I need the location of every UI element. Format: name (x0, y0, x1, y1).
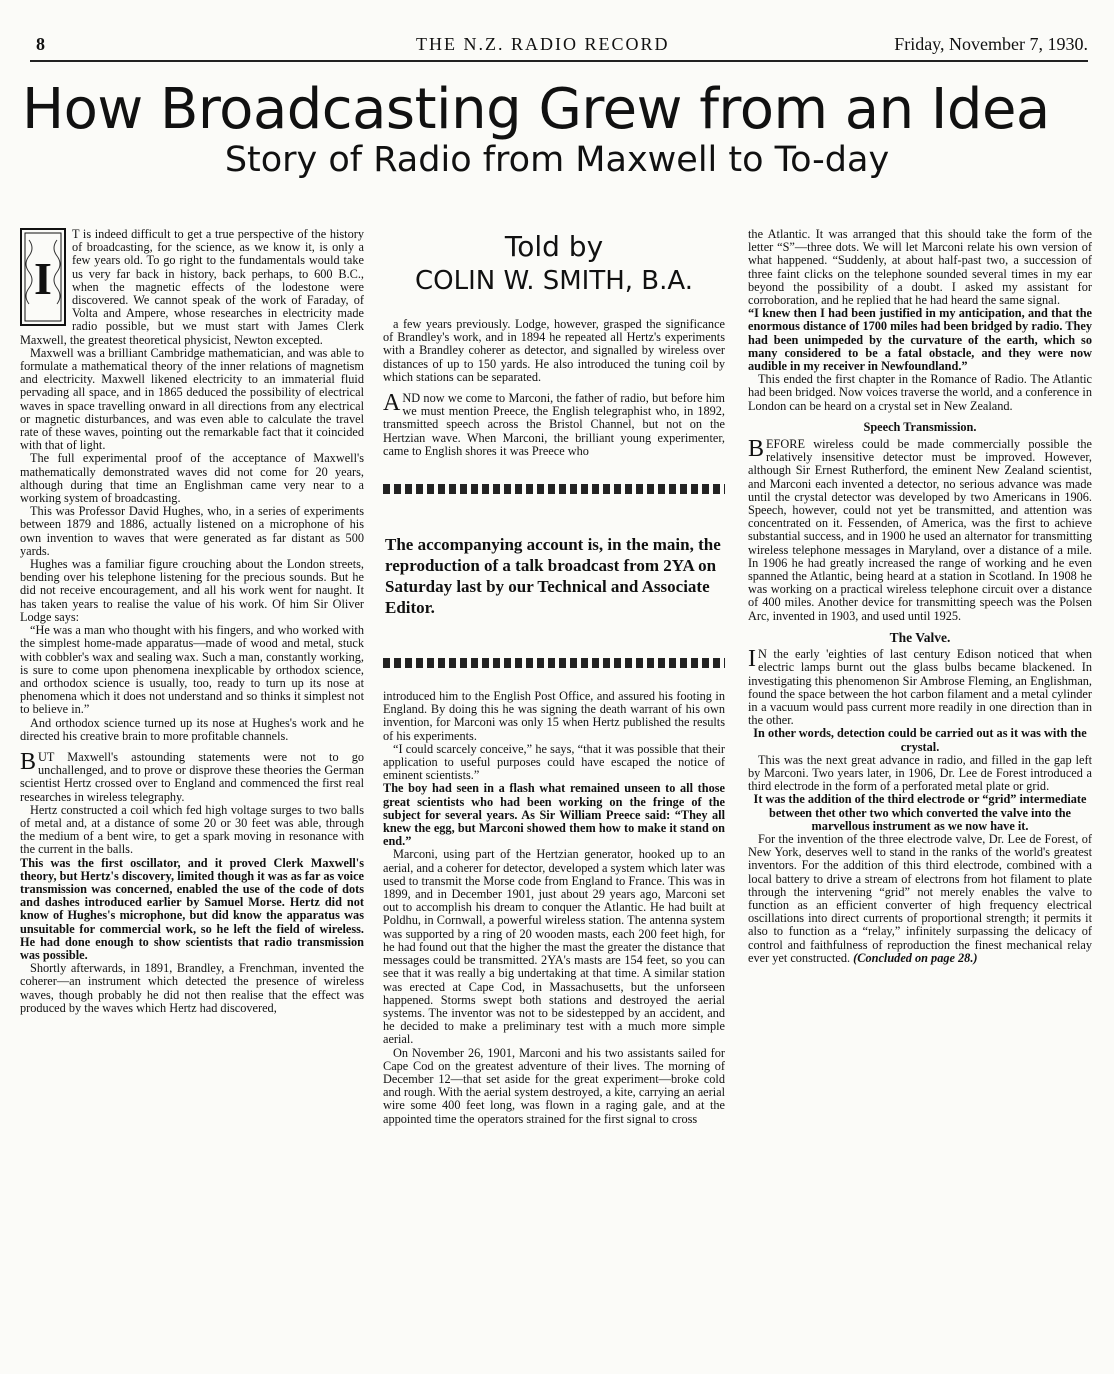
col2-p6: On November 26, 1901, Marconi and his two assistants sailed for Cape Cod on the greatest adventure of their lives. The morning of December 12—that set aside for the great experiment—broke cold and rough. With the aerial system destroyed, a kite, carrying an aerial wire some 400 feet long, was flown in a raging gale, and at the appointed time the operators strained for the first signal to cross (383, 1045, 725, 1126)
col2-p2 (383, 392, 725, 458)
byline-told-by: Told by (504, 230, 604, 263)
col3-p4-text: N the early 'eighties of last century Edison noticed that when electric lamps burnt out the glass bulbs became blackened. In investigating this phenomenon Sir Ambrose Fleming, an Englishman, found the space between the hot carbon filament and a metal cylinder in a vacuum would pass current more readily in one direction than in the other. (748, 647, 1092, 728)
continued-note: (Concluded on page 28.) (853, 950, 978, 965)
subheadline: Story of Radio from Maxwell to To-day (224, 140, 890, 180)
masthead (36, 34, 1088, 56)
article-column-1 (20, 228, 364, 1015)
col2-p4: “I could scarcely conceive,” he says, “that it was possible that their application to useful purposes could have escaped the notice of eminent scientists.” (383, 741, 725, 783)
col1-p8-cap: B (20, 748, 37, 775)
byline-author: COLIN W. SMITH, B.A. (414, 266, 693, 296)
col3-pull-quote-detection: In other words, detection could be carried out as it was with the crystal. (753, 726, 1087, 754)
drop-cap-ornament-icon (20, 228, 66, 326)
col3-p2: This ended the first chapter in the Romance of Radio. The Atlantic had been bridged. Now voices traverse the world, and a conference in London can be heard on a crystal set in New Zealand. (748, 372, 1092, 413)
issue-date: Friday, November 7, 1930. (894, 34, 1088, 54)
col3-pull-quote-marconi: “I knew then I had been justified in my anticipation, and that the enormous distance of 1700 miles had been bridged by radio. They had been unimpeded by the curvature of the earth, which so many considered to be a fatal obstacle, and they were now audible in my receiver in Newfoundland.” (748, 306, 1092, 374)
col1-p4: This was Professor David Hughes, who, in a series of experiments between 1879 and 1886, actually listened on a microphone of his own invention to waves that were generated as far distant as 500 yards. (20, 504, 364, 558)
col3-p3 (748, 438, 1092, 623)
col3-p5: This was the next great advance in radio, and filled in the gap left by Marconi. Two years later, in 1906, Dr. Lee de Forest introduced a third electrode in the form of a perforated metal plate or grid. (748, 752, 1092, 794)
col1-p5: Hughes was a familiar figure crouching about the London streets, bending over his telephone listening for the precious sounds. But he did not receive encouragement, and all his work went for naught. It has taken years to realise the value of his work. Of him Sir Oliver Lodge says: (20, 557, 364, 624)
col2-pull-quote: The boy had seen in a flash what remained unseen to all those great scientists who had been working on the fringe of the subject for several years. As Sir William Preece said: “They all knew the egg, but Marconi showed them how to make it stand on end.” (383, 781, 725, 849)
col3-p6-text: For the invention of the three electrode valve, Dr. Lee de Forest, of New York, deserves well to stand in the ranks of the world's greatest inventors. For the addition of this third electrode, combined with a local battery to drive a stream of electrons from hot filament to plate through the intervening “grid” not merely enables the valve to function as an efficient converter of high frequency electrical oscillations into direct currents of proportional strength; it permits it also to function as a “relay,” infinitely surpassing the delicacy of control and faithfulness of reproduction the finest mechanical relay ever yet constructed. (748, 831, 1092, 965)
col1-p7: And orthodox science turned up its nose at Hughes's work and he directed his creative brain to more profitable channels. (20, 715, 364, 743)
col2-p2-cap: A (383, 390, 401, 417)
headline: How Broadcasting Grew from an Idea (22, 77, 1050, 142)
section-heading-valve: The Valve. (889, 629, 951, 645)
col3-p4-cap: I (748, 646, 756, 673)
col1-p9: Hertz constructed a coil which fed high voltage surges to two balls of metal and, at a distance of some 20 or 30 feet was able, through the medium of a bent wire, to get a spark moving in resonance with the current in the balls. (20, 802, 364, 857)
ornamental-divider-top (383, 482, 725, 496)
col3-p3-cap: B (748, 436, 765, 463)
drop-cap-letter: I (34, 253, 52, 304)
col3-p1: the Atlantic. It was arranged that this should take the form of the letter “S”—three dots. We will let Marconi relate his own version of what happened. “Suddenly, at about half-past two, a succession of three faint clicks on the telephone sounded several times in my ear beyond the possibility of a doubt. I asked my assistant for corroboration, and he replied that he had heard the same signal. (748, 227, 1092, 308)
col1-p8 (20, 748, 364, 804)
ornamental-divider-bottom (383, 656, 725, 670)
col3-p4 (748, 648, 1092, 727)
col1-p8-text: UT Maxwell's astounding statements were not to go unchallenged, and to prove or disprove these theories the German scientist Hertz crossed over to England and commenced the first real researches in wireless telegraphy. (20, 749, 364, 804)
col1-p2: Maxwell was a brilliant Cambridge mathematician, and was able to formulate a mathematical theory of the inner relations of magnetism and electricity. Maxwell likened electricity to an immaterial fluid pervading all space, and in 1865 deduced the possibility of electrical waves in space travelling onward in all directions from any electrical or magnetic disturbances, and was even able to calculate the travel rate of these waves, pointing out the remarkable fact that it coincided with that of light. (20, 345, 364, 453)
col3-p3-text: EFORE wireless could be made commercially possible the relatively insensitive detector must be improved. However, although Sir Ernest Rutherford, the eminent New Zealand scientist, and Marconi each invented a detector, no serious advance was made until the crystal detector was developed by two Americans in 1906. Speech, however, could not yet be transmitted, and attention was concentrated on it. Fessenden, of America, was the first to achieve substantial success, and in 1900 he used an alternator for transmitting wireless telephone messages in Maryland, over a distance of a mile. In 1906 he had greatly increased the range of working and he even spanned the Atlantic, being heard at a station in Scotland. In 1908 he was working on a practical wireless telephone circuit over a distance of 400 miles. Another device for transmitting speech was the Polsen Arc, invented in 1903, and used until 1925. (748, 437, 1092, 623)
section-heading-speech: Speech Transmission. (863, 419, 977, 434)
article-column-2 (383, 228, 725, 1126)
opening-paragraph (20, 228, 364, 347)
article-column-3 (748, 228, 1092, 965)
col1-p1: T is indeed difficult to get a true perspective of the history of broadcasting, for the science, as we know it, is only a few years old. To go right to the fundamentals would take us very far back in history, back perhaps, to 600 B.C., when the magnetic effects of the lodestone were discovered. We cannot speak of the work of Faraday, of Volta and Ampere, whose researches in electricity made radio possible, but we must start with James Clerk Maxwell, the greatest theoretical physicist, Newton excepted. (20, 227, 364, 347)
col2-p2-text: ND now we come to Marconi, the father of radio, but before him we must mention Preece, the English telegraphist who, in 1892, transmitted speech across the Bristol Channel, but not on the Hertzian wave. When Marconi, the brilliant young experimenter, came to English shores it was Preece who (383, 391, 725, 458)
col1-p10: Shortly afterwards, in 1891, Brandley, a Frenchman, invented the coherer—an instrument which detected the presence of wireless waves, though probably he did not then realise that the effect was produced by the waves which Hertz had discovered, (20, 961, 364, 1015)
col1-pull-quote: This was the first oscillator, and it proved Clerk Maxwell's theory, but Hertz's discovery, limited though it was as far as voice transmission was concerned, enabled the use of the code of dots and dashes introduced earlier by Samuel Morse. Hertz did not know of Hughes's microphone, but did know the apparatus was unsuitable for commercial work, so he left the field of wireless. He had done enough to show scientists that radio transmission was possible. (20, 855, 364, 962)
page-number: 8 (36, 34, 45, 54)
col2-p5: Marconi, using part of the Hertzian generator, hooked up to an aerial, and a coherer for detector, developed a system which later was used to transmit the Morse code from England to France. This was in 1899, and in December 1901, just about 29 years ago, Marconi set out to accomplish his dream to conquer the Atlantic. He had built at Poldhu, in Cornwall, a powerful wireless station. The antenna system was supported by a ring of 20 wooden masts, each 200 feet high, for he had found out that the higher the mast the greater the distance that messages could be transmitted. 2YA's masts are 154 feet, so you can see that it was really a big undertaking at that time. A similar station was erected at Cape Cod, in Massachusetts, but the unforseen happened. Storms swept both stations and destroyed the aerial systems. The inventor was not to be sidestepped by an accident, and he decided to make a preliminary test with a much more simple aerial. (383, 847, 725, 1047)
publication-title: THE N.Z. RADIO RECORD (416, 34, 670, 54)
col1-p6: “He was a man who thought with his fingers, and who worked with the simplest home-made apparatus—made of wood and metal, stuck with cobbler's wax and sealing wax. Such a man, constantly working, is sure to come upon phenomena inexplicable by orthodox science, and orthodox science is usually, too, ready to turn up its nose at phenomena which it does not understand and so thinks it simplest not to believe in.” (20, 623, 364, 717)
intro-box: The accompanying account is, in the main, the reproduction of a talk broadcast from 2YA on Saturday last by our Technical and Associate Editor. (385, 535, 721, 618)
col3-pull-quote-grid: It was the addition of the third electrode or “grid” intermediate between thet other two which converted the valve into the marvellous instrument as we now have it. (753, 792, 1087, 833)
ornamental-drop-cap (20, 228, 66, 326)
col2-p3: introduced him to the English Post Office, and assured his footing in England. By doing this he was signing the death warrant of his own invention, for Marconi was only 15 when Hertz published the results of his experiments. (383, 689, 725, 743)
masthead-rule (30, 60, 1088, 62)
byline (383, 230, 725, 318)
col2-p1: a few years previously. Lodge, however, grasped the significance of Brandley's work, and in 1894 he repeated all Hertz's experiments with a Brandley coherer as detector, and signalled by wireless over distances of up to 150 yards. He also introduced the tuning coil by which stations can be separated. (383, 317, 725, 384)
col3-p6 (748, 833, 1092, 965)
col1-p3: The full experimental proof of the acceptance of Maxwell's mathematically demonstrated waves did not come for 20 years, although during that time an Englishman came very near to a working system of broadcasting. (20, 451, 364, 506)
